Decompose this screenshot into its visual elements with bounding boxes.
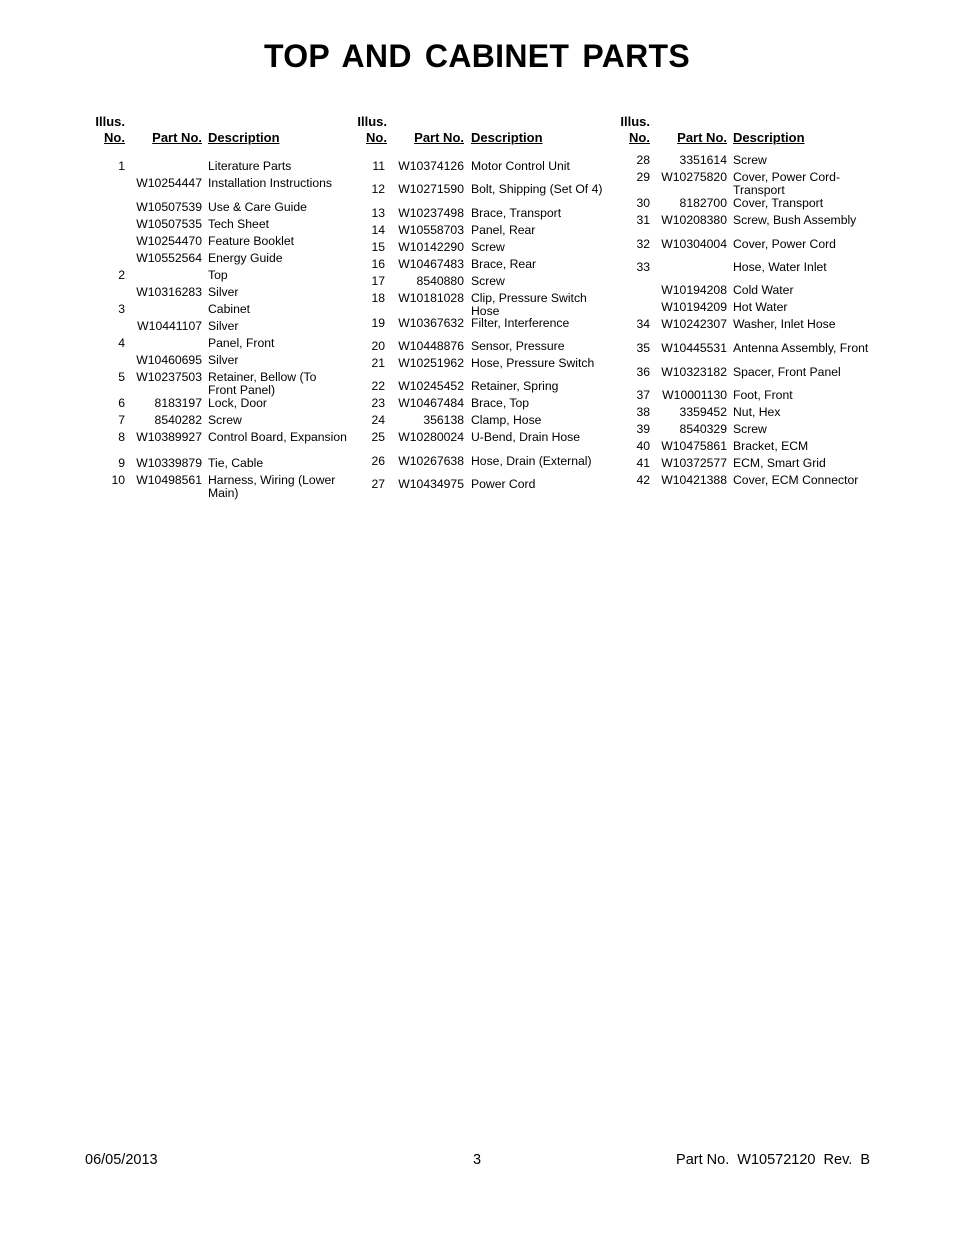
part-description: Control Board, Expansion — [208, 430, 347, 444]
part-number: W10507535 — [136, 217, 202, 231]
part-description: Installation Instructions — [208, 176, 332, 190]
part-number: W10441107 — [137, 319, 202, 333]
part-description: Brace, Rear — [471, 257, 537, 271]
illus-number: 10 — [111, 473, 125, 487]
part-description: Energy Guide — [208, 251, 283, 265]
part-description: Motor Control Unit — [471, 159, 570, 173]
header-illus-no — [612, 114, 650, 146]
illus-number: 40 — [636, 439, 650, 453]
part-number: W10304004 — [661, 237, 727, 251]
header-illus-no — [350, 114, 387, 146]
illus-number: 11 — [372, 159, 385, 173]
part-description: Use & Care Guide — [208, 200, 307, 214]
part-description: Feature Booklet — [208, 234, 295, 248]
part-number: W10275820 — [661, 170, 727, 184]
header-illus-line1: Illus. — [357, 114, 387, 129]
illus-number: 42 — [636, 473, 650, 487]
part-number: W10507539 — [136, 200, 202, 214]
part-description: Clip, Pressure Switch Hose — [471, 291, 587, 318]
part-description: Retainer, Bellow (To Front Panel) — [208, 370, 317, 397]
illus-number: 39 — [636, 422, 650, 436]
header-part-no: Part No. — [677, 130, 727, 145]
part-description: Silver — [208, 285, 239, 299]
illus-number: 41 — [636, 456, 650, 470]
part-description: Hose, Drain (External) — [471, 454, 592, 468]
part-number: W10467483 — [398, 257, 464, 271]
part-number: W10421388 — [661, 473, 727, 487]
illus-number: 28 — [636, 153, 650, 167]
part-number: W10316283 — [136, 285, 202, 299]
part-description: Brace, Transport — [471, 206, 562, 220]
part-number: W10460695 — [136, 353, 202, 367]
illus-number: 20 — [371, 339, 385, 353]
part-number: W10467484 — [398, 396, 464, 410]
part-number: W10181028 — [398, 291, 464, 305]
part-number: W10267638 — [398, 454, 464, 468]
part-description: Panel, Rear — [471, 223, 536, 237]
part-description: Tech Sheet — [208, 217, 269, 231]
illus-number: 9 — [118, 456, 125, 470]
illus-number: 12 — [371, 182, 385, 196]
header-description: Description — [733, 130, 805, 145]
header-illus-line2: No. — [629, 130, 650, 145]
part-description: Filter, Interference — [471, 316, 570, 330]
part-number: W10194208 — [661, 283, 727, 297]
part-description: U-Bend, Drain Hose — [471, 430, 581, 444]
part-number: W10254470 — [136, 234, 202, 248]
part-number: W10372577 — [661, 456, 727, 470]
part-number: W10251962 — [398, 356, 464, 370]
illus-number: 16 — [371, 257, 385, 271]
part-description: Silver — [208, 319, 239, 333]
part-number: W10445531 — [661, 341, 727, 355]
part-description: Cold Water — [733, 283, 794, 297]
part-number: 3359452 — [679, 405, 727, 419]
part-description: Hose, Water Inlet — [733, 260, 827, 274]
part-description: Silver — [208, 353, 239, 367]
part-number: 8540329 — [679, 422, 727, 436]
part-number: W10498561 — [136, 473, 202, 487]
part-number: W10558703 — [398, 223, 464, 237]
part-number: W10245452 — [398, 379, 464, 393]
illus-number: 22 — [371, 379, 385, 393]
illus-number: 3 — [118, 302, 125, 316]
header-part-no: Part No. — [414, 130, 464, 145]
part-description: Literature Parts — [208, 159, 292, 173]
part-description: Screw — [733, 153, 767, 167]
part-description: Brace, Top — [471, 396, 530, 410]
illus-number: 1 — [118, 159, 125, 173]
page-title: TOP AND CABINET PARTS — [263, 38, 691, 74]
part-number: W10237503 — [136, 370, 202, 384]
part-description: Cover, ECM Connector — [733, 473, 859, 487]
part-number: 8182700 — [679, 196, 727, 210]
footer-page-number: 3 — [473, 1152, 482, 1168]
part-description: Bracket, ECM — [733, 439, 809, 453]
footer-part-number: Part No. W10572120 Rev. B — [676, 1152, 870, 1168]
part-number: W10271590 — [398, 182, 464, 196]
part-description: Screw — [208, 413, 242, 427]
part-description: Screw — [471, 240, 505, 254]
part-number: W10339879 — [136, 456, 202, 470]
illus-number: 38 — [636, 405, 650, 419]
illus-number: 26 — [371, 454, 385, 468]
part-number: W10552564 — [136, 251, 202, 265]
part-description: Harness, Wiring (Lower Main) — [208, 473, 336, 500]
header-illus-line2: No. — [104, 130, 125, 145]
part-description: Antenna Assembly, Front — [733, 341, 869, 355]
part-description: Spacer, Front Panel — [733, 365, 841, 379]
footer-date: 06/05/2013 — [85, 1152, 158, 1168]
part-number: W10208380 — [661, 213, 727, 227]
illus-number: 25 — [371, 430, 385, 444]
part-number: W10242307 — [661, 317, 727, 331]
header-illus-no — [88, 114, 125, 146]
illus-number: 24 — [371, 413, 385, 427]
part-description: Nut, Hex — [733, 405, 781, 419]
part-number: W10194209 — [661, 300, 727, 314]
part-description: Hose, Pressure Switch — [471, 356, 595, 370]
illus-number: 19 — [371, 316, 385, 330]
header-description: Description — [471, 130, 543, 145]
part-description: Power Cord — [471, 477, 536, 491]
illus-number: 6 — [118, 396, 125, 410]
part-description: Screw, Bush Assembly — [733, 213, 857, 227]
illus-number: 8 — [118, 430, 125, 444]
part-description: Cover, Power Cord-Transport — [733, 170, 841, 197]
illus-number: 15 — [371, 240, 385, 254]
illus-number: 31 — [636, 213, 650, 227]
part-description: Clamp, Hose — [471, 413, 542, 427]
header-illus-line1: Illus. — [620, 114, 650, 129]
illus-number: 17 — [371, 274, 385, 288]
header-illus-line1: Illus. — [95, 114, 125, 129]
part-description: Screw — [733, 422, 767, 436]
part-description: Cabinet — [208, 302, 251, 316]
part-number: W10448876 — [398, 339, 464, 353]
illus-number: 7 — [118, 413, 125, 427]
part-description: Foot, Front — [733, 388, 793, 402]
part-description: Washer, Inlet Hose — [733, 317, 836, 331]
part-number: 8540880 — [416, 274, 464, 288]
part-description: Tie, Cable — [208, 456, 264, 470]
part-number: W10323182 — [661, 365, 727, 379]
illus-number: 18 — [371, 291, 385, 305]
illus-number: 5 — [118, 370, 125, 384]
header-illus-line2: No. — [366, 130, 387, 145]
part-description: Cover, Transport — [733, 196, 824, 210]
illus-number: 34 — [636, 317, 650, 331]
illus-number: 33 — [636, 260, 650, 274]
part-number: W10280024 — [398, 430, 464, 444]
part-number: W10389927 — [136, 430, 202, 444]
part-description: Top — [208, 268, 228, 282]
illus-number: 14 — [371, 223, 385, 237]
illus-number: 32 — [636, 237, 650, 251]
illus-number: 30 — [636, 196, 650, 210]
part-number: 3351614 — [679, 153, 727, 167]
part-description: Hot Water — [733, 300, 788, 314]
part-number: W10434975 — [398, 477, 464, 491]
part-description: Sensor, Pressure — [471, 339, 565, 353]
part-description: ECM, Smart Grid — [733, 456, 826, 470]
part-number: W10142290 — [398, 240, 464, 254]
part-description: Bolt, Shipping (Set Of 4) — [471, 182, 603, 196]
part-description: Retainer, Spring — [471, 379, 559, 393]
part-number: W10001130 — [662, 388, 727, 402]
illus-number: 37 — [636, 388, 650, 402]
part-description: Screw — [471, 274, 505, 288]
illus-number: 36 — [636, 365, 650, 379]
part-number: W10237498 — [398, 206, 464, 220]
part-description: Lock, Door — [208, 396, 267, 410]
illus-number: 29 — [636, 170, 650, 184]
part-number: 356138 — [423, 413, 464, 427]
header-part-no: Part No. — [152, 130, 202, 145]
illus-number: 27 — [371, 477, 385, 491]
part-number: 8540282 — [154, 413, 202, 427]
illus-number: 35 — [636, 341, 650, 355]
illus-number: 21 — [371, 356, 385, 370]
illus-number: 23 — [371, 396, 385, 410]
header-description: Description — [208, 130, 280, 145]
illus-number: 13 — [371, 206, 385, 220]
part-number: W10367632 — [398, 316, 464, 330]
illus-number: 2 — [118, 268, 125, 282]
part-number: W10374126 — [398, 159, 464, 173]
part-number: W10254447 — [136, 176, 202, 190]
part-number: 8183197 — [154, 396, 202, 410]
part-description: Cover, Power Cord — [733, 237, 836, 251]
illus-number: 4 — [118, 336, 125, 350]
part-description: Panel, Front — [208, 336, 275, 350]
part-number: W10475861 — [661, 439, 727, 453]
